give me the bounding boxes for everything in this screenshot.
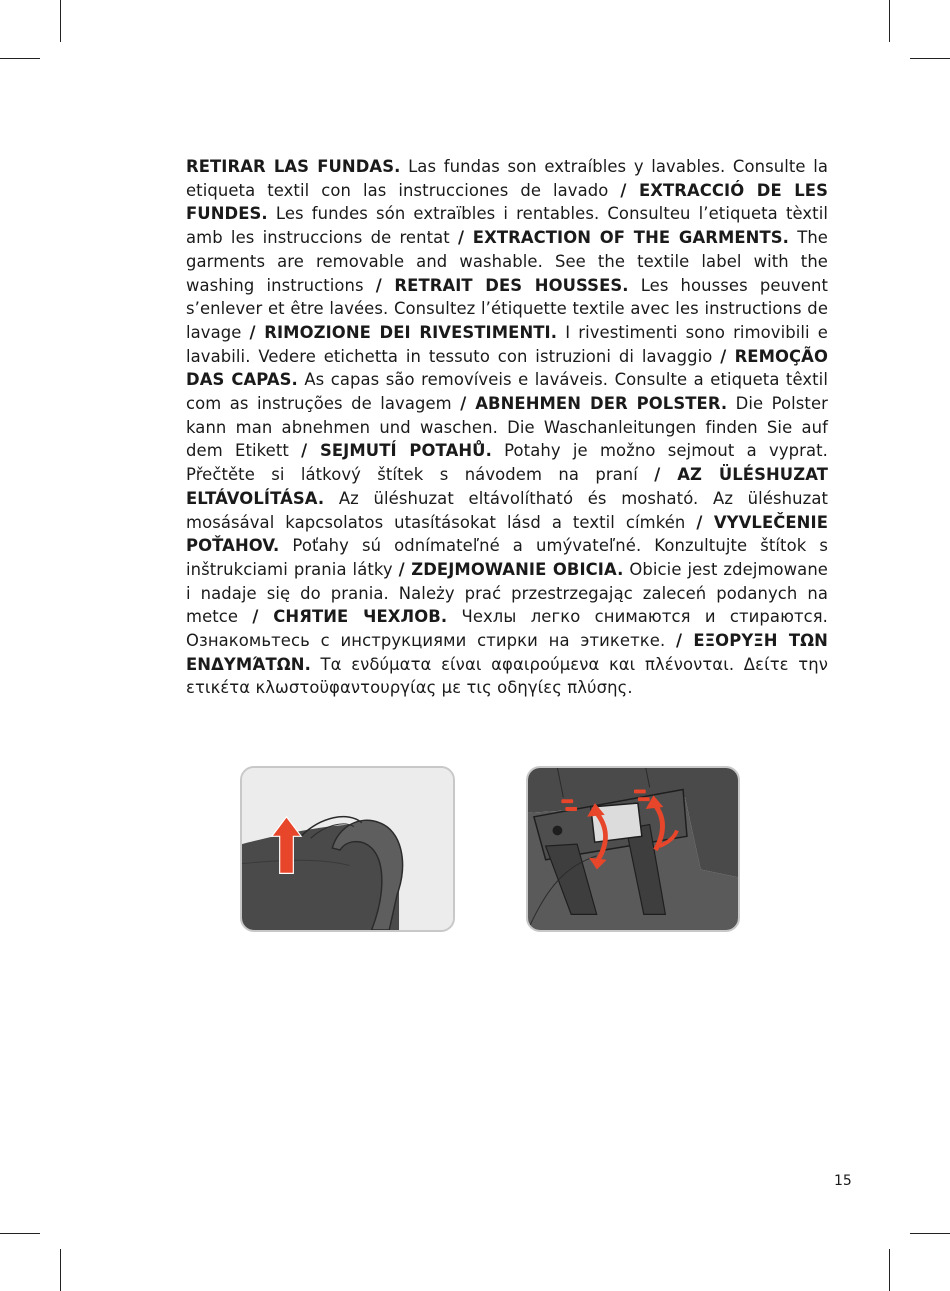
section-body-text: Чехлы легко снимаются и стираются. Ознакомьтесь с инструкциями стирки на этикетке. [186, 607, 828, 651]
section-heading: / EXTRACCIÓ DE LES FUNDES. [186, 180, 828, 224]
section-heading: / VYVLEČENIE POŤAHOV. [186, 512, 828, 556]
figure-remove-cover-canopy [240, 766, 455, 932]
section-heading: / ZDEJMOWANIE OBICIA. [398, 559, 624, 579]
up-arrow-icon [242, 768, 453, 930]
section-heading: / REMOÇÃO DAS CAPAS. [186, 346, 828, 390]
section-heading: RETIRAR LAS FUNDAS. [186, 157, 401, 176]
section-body-text: Obicie jest zdejmowane i nadaje się do prania. Należy prać przestrzegając zaleceń podanych na metce [186, 559, 828, 627]
crop-mark [910, 1233, 950, 1234]
section-heading: / RETRAIT DES HOUSSES. [375, 275, 629, 295]
release-arrows-icon [528, 768, 738, 930]
crop-mark [0, 58, 40, 59]
crop-mark [60, 1249, 61, 1291]
page-number: 15 [834, 1173, 852, 1189]
section-body-text: Τα ενδύματα είναι αφαιρούμενα και πλένονται. Δείτε την ετικέτα κλωστοϋφαντουργίας με τις οδηγίες πλύσης. [186, 654, 828, 698]
section-body-text: Az üléshuzat eltávolítható és mosható. Az üléshuzat mosásával kapcsolatos utasításokat lásd a textil címkén [186, 488, 828, 532]
section-heading: / EXTRACTION OF THE GARMENTS. [458, 228, 789, 248]
section-body-text: I rivestimenti sono rimovibili e lavabili. Vedere etichetta in tessuto con istruzioni di lavaggio [186, 322, 828, 366]
instructions-paragraph [186, 155, 828, 700]
crop-mark [889, 1249, 890, 1291]
crop-mark [60, 0, 61, 42]
section-body-text: Die Polster kann man abnehmen und waschen. Die Waschanleitungen finden Sie auf dem Etikett [186, 394, 828, 461]
section-body-text: Les fundes són extraïbles i rentables. Consulteu l’etiqueta tèxtil amb les instruccions de rentat [186, 204, 828, 248]
section-heading: / ABNEHMEN DER POLSTER. [460, 394, 728, 414]
crop-mark [889, 0, 890, 42]
section-body-text: Las fundas son extraíbles y lavables. Consulte la etiqueta textil con las instrucciones de lavado [186, 157, 828, 200]
figure-remove-cover-harness [526, 766, 740, 932]
crop-mark [0, 1233, 40, 1234]
section-body-text: The garments are removable and washable. See the textile label with the washing instructions [186, 228, 828, 295]
section-heading: / RIMOZIONE DEI RIVESTIMENTI. [249, 322, 558, 342]
section-body-text: Potahy je možno sejmout a vyprat. Přečtěte si látkový štítek s návodem na praní [186, 441, 828, 485]
section-heading: / СНЯТИЕ ЧЕХЛОВ. [252, 607, 448, 627]
section-body-text: Les housses peuvent s’enlever et être lavées. Consultez l’étiquette textile avec les instructions de lavage [186, 275, 828, 342]
section-heading: / SEJMUTÍ POTAHŮ. [301, 441, 492, 461]
crop-mark [910, 58, 950, 59]
section-body-text: As capas são removíveis e laváveis. Consulte a etiqueta têxtil com as instruções de lavagem [186, 370, 828, 414]
section-heading: / ΕΞΟΡΥΞΗ ΤΩΝ ΕΝΔΥΜΆΤΩΝ. [186, 631, 828, 674]
section-body-text: Poťahy sú odnímateľné a umývateľné. Konzultujte štítok s inštrukciami prania látky [186, 536, 828, 579]
section-heading: / AZ ÜLÉSHUZAT ELTÁVOLÍTÁSA. [186, 465, 828, 508]
